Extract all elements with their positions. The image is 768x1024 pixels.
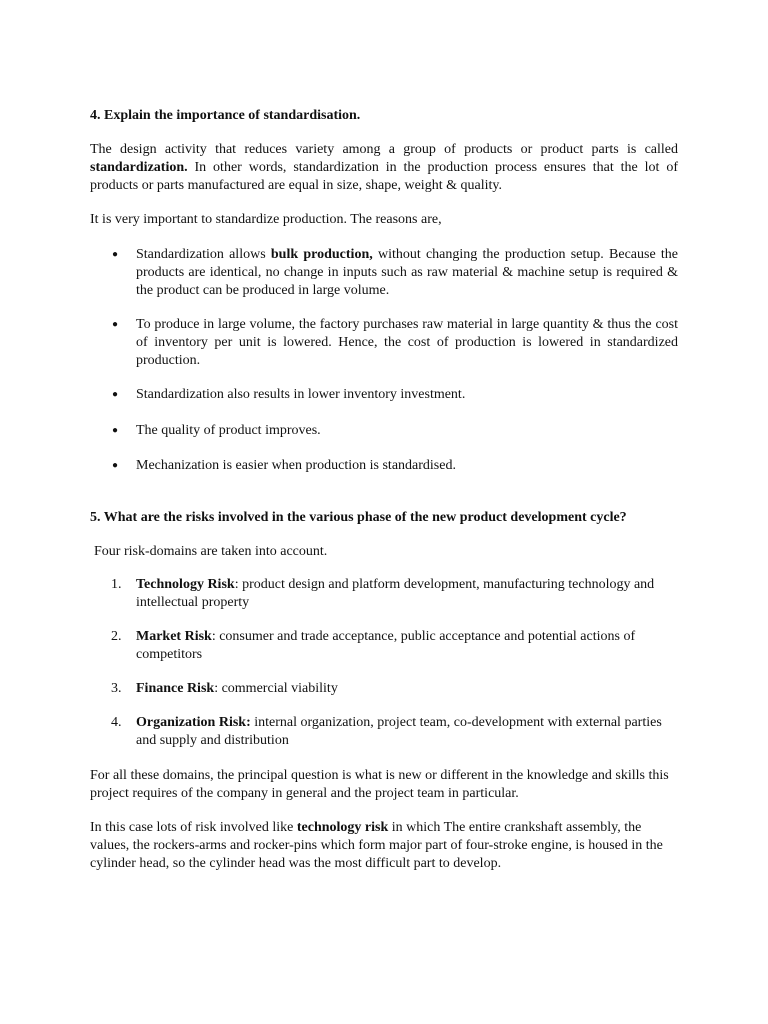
bullet-text: The quality of product improves.	[136, 423, 321, 438]
bullet-text: Standardization allows	[136, 247, 271, 262]
list-number: 2.	[111, 629, 122, 644]
case-text-a: In this case lots of risk involved like	[90, 820, 297, 835]
list-item	[90, 246, 678, 300]
case-text-c: in which The entire crankshaft assembly, the values, the rockers-arms and rocker-pins which form major part of four-stroke engine, is housed in the cylinder head, so the cylinder head was the most difficult part to develop.	[90, 820, 663, 871]
bullet-text: Standardization also results in lower inventory investment.	[136, 387, 466, 402]
list-item	[90, 628, 678, 664]
bullet-icon: ●	[112, 425, 119, 436]
bullet-icon: ●	[112, 460, 119, 471]
para1-term: standardization.	[90, 160, 188, 175]
section-4-heading: 4. Explain the importance of standardisation.	[90, 108, 361, 123]
bullet-term: bulk production,	[270, 247, 373, 262]
case-risk-paragraph	[90, 819, 670, 873]
bullet-text: To produce in large volume, the factory purchases raw material in large quantity & thus the cost of inventory per unit is lowered. Hence, the cost of production is lowered in standardized production.	[136, 317, 678, 368]
list-number: 1.	[111, 577, 122, 592]
bullet-icon: ●	[112, 249, 119, 260]
list-item	[90, 457, 678, 475]
list-item	[90, 422, 678, 440]
risk-domains-intro: Four risk-domains are taken into account.	[94, 544, 328, 559]
bullet-icon: ●	[112, 389, 119, 400]
reasons-intro-paragraph: It is very important to standardize production. The reasons are,	[90, 212, 442, 227]
list-item	[90, 316, 678, 370]
risk-description: : product design and platform development, manufacturing technology and intellectual property	[136, 577, 655, 610]
risk-description: : commercial viability	[214, 681, 338, 696]
risk-term: Organization Risk:	[136, 715, 251, 730]
bullet-text: Mechanization is easier when production is standardised.	[136, 458, 456, 473]
para1-text-c: In other words, standardization in the production process ensures that the lot of products or parts manufactured are equal in size, shape, weight & quality.	[90, 160, 678, 193]
standardization-definition-paragraph	[90, 141, 678, 195]
list-item	[90, 680, 678, 698]
domains-question-paragraph: For all these domains, the principal question is what is new or different in the knowledge and skills this project requires of the company in general and the project team in particular.	[90, 768, 669, 801]
bullet-icon: ●	[112, 319, 119, 330]
list-number: 3.	[111, 681, 122, 696]
section-5-heading: 5. What are the risks involved in the various phase of the new product development cycle?	[90, 510, 627, 525]
risk-term: Finance Risk	[136, 681, 215, 696]
risk-description: : consumer and trade acceptance, public acceptance and potential actions of competitors	[136, 629, 636, 662]
risk-term: Market Risk	[136, 629, 212, 644]
risk-term: Technology Risk	[136, 577, 235, 592]
list-number: 4.	[111, 715, 122, 730]
para1-text-a: The design activity that reduces variety among a group of products or product parts is called	[90, 142, 678, 157]
list-item	[90, 576, 678, 612]
case-term: technology risk	[296, 820, 389, 835]
bullet-text-rest: without changing the production setup. Because the products are identical, no change in inputs such as raw material & machine setup is required & the product can be produced in large volume.	[136, 247, 678, 298]
list-item	[90, 714, 678, 750]
list-item	[90, 386, 678, 404]
risk-description: internal organization, project team, co-development with external parties and supply and distribution	[136, 715, 662, 748]
